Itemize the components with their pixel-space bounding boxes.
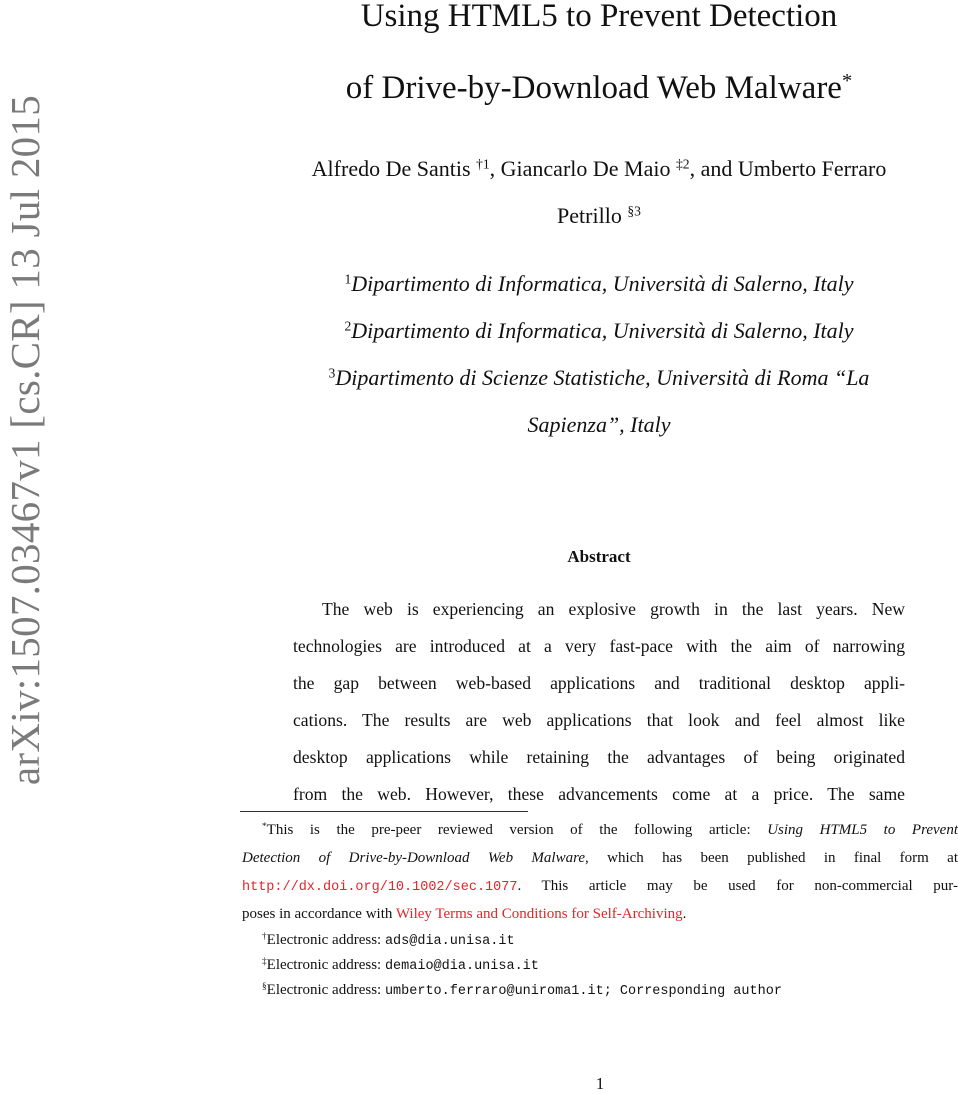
abstract-line: desktop applications while retaining the advantages of being originated (293, 747, 905, 767)
footnote-star-line-3 (242, 872, 958, 900)
abstract-heading: Abstract (567, 547, 631, 566)
author-marker: †1 (476, 156, 490, 172)
title-text-1: Using HTML5 to Prevent Detection (360, 0, 838, 34)
author-name: Umberto Ferraro (737, 156, 887, 181)
title-footnote-marker: * (841, 69, 853, 92)
paper-title-line-2 (240, 69, 958, 106)
footnote-text: This is the pre-peer reviewed version of the following article: (266, 822, 768, 838)
author-list-line-2 (240, 203, 958, 229)
affiliation-3 (240, 365, 958, 391)
abstract-body (293, 591, 905, 813)
footnote-text: . (682, 906, 687, 922)
abstract-line: the gap between web-based applications and traditional desktop appli- (293, 673, 905, 693)
abstract-line: The web is experiencing an explosive growth in the last years. New (322, 599, 905, 619)
footnote-star-line-1 (242, 816, 958, 844)
email-address: demaio@dia.unisa.it (384, 959, 539, 974)
paper-title-line-1 (240, 0, 958, 33)
affiliation-text: Sapienza”, Italy (527, 412, 671, 437)
affiliation-marker: 3 (328, 365, 336, 381)
affiliation-3-continued (240, 412, 958, 438)
affiliation-text: Dipartimento di Informatica, Università di Salerno, Italy (351, 318, 854, 343)
affiliation-2 (240, 318, 958, 344)
footnote-text: . This article may be used for non-commercial pur- (517, 878, 958, 894)
affiliation-1 (240, 271, 958, 297)
email-label: Electronic address: (266, 957, 385, 973)
email-label: Electronic address: (266, 932, 385, 948)
footnote-text: , which has been published in final form at (585, 850, 958, 866)
wiley-terms-link[interactable]: Wiley Terms and Conditions for Self-Archiving (395, 906, 683, 922)
abstract-line: technologies are introduced at a very fast-pace with the aim of narrowing (293, 636, 905, 656)
author-name: Giancarlo De Maio (500, 156, 676, 181)
doi-link[interactable]: http://dx.doi.org/10.1002/sec.1077 (242, 880, 518, 895)
footnote-star-line-4 (242, 900, 958, 928)
author-separator: , and (689, 156, 738, 181)
article-title-italic: Using HTML5 to Prevent (767, 822, 958, 838)
footnotes (242, 816, 958, 1003)
email-label: Electronic address: (266, 982, 385, 998)
abstract-line: from the web. However, these advancements come at a price. The same (293, 784, 905, 804)
author-separator: , (489, 156, 501, 181)
email-address: ads@dia.unisa.it (384, 934, 515, 949)
affiliation-marker: 2 (344, 318, 352, 334)
footnote-star-line-2 (242, 844, 958, 872)
footnote-email-3 (242, 978, 958, 1003)
affiliation-text: Dipartimento di Scienze Statistiche, Università di Roma “La (335, 365, 870, 390)
author-marker: ‡2 (675, 156, 690, 172)
arxiv-stamp (0, 80, 50, 800)
author-marker: §3 (627, 203, 641, 219)
affiliation-marker: 1 (344, 271, 352, 287)
email-address: umberto.ferraro@uniroma1.it; Corresponding author (384, 984, 782, 999)
footnote-text: poses in accordance with (242, 906, 396, 922)
page-number: 1 (595, 1074, 605, 1093)
author-list-line-1 (240, 156, 958, 182)
author-name: Petrillo (557, 203, 628, 228)
footnote-divider (240, 811, 528, 812)
author-name: Alfredo De Santis (311, 156, 477, 181)
article-title-italic: Detection of Drive-by-Download Web Malware (242, 850, 586, 866)
arxiv-identifier: arXiv:1507.03467v1 [cs.CR] 13 Jul 2015 (2, 94, 48, 786)
title-text-2: of Drive-by-Download Web Malware (345, 70, 842, 106)
abstract-line: cations. The results are web applications that look and feel almost like (293, 710, 905, 730)
footnote-email-1 (242, 928, 958, 953)
footnote-marker: * (262, 821, 267, 832)
footnote-email-2 (242, 953, 958, 978)
affiliation-text: Dipartimento di Informatica, Università di Salerno, Italy (351, 271, 854, 296)
footnote-marker: § (262, 981, 267, 992)
footnote-marker: ‡ (262, 956, 267, 967)
footnote-marker: † (262, 931, 267, 942)
